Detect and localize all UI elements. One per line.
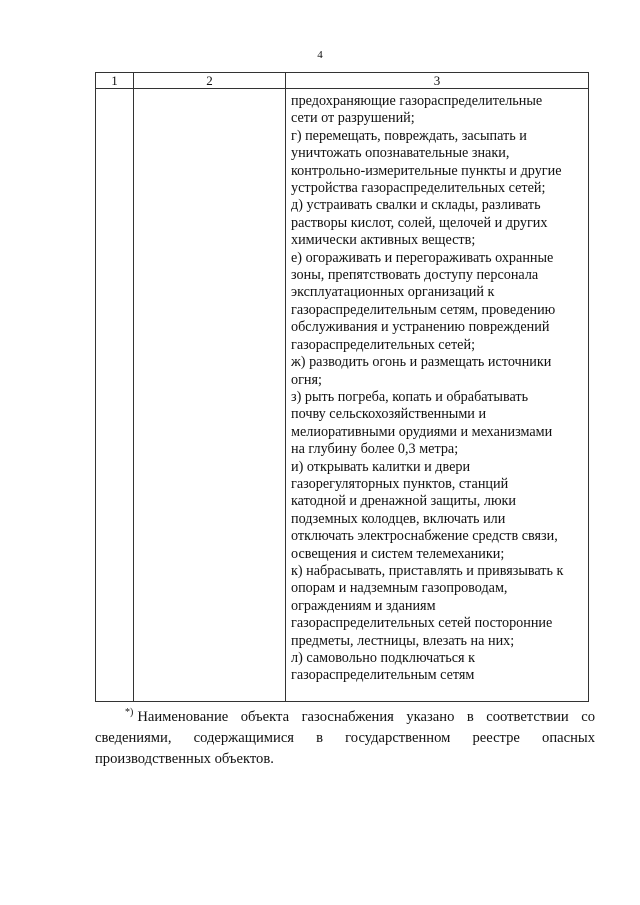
footnote-text: Наименование объекта газоснабжения указано в соответствии со xyxy=(137,709,595,725)
text-line: отключать электроснабжение средств связи, xyxy=(291,528,558,545)
text-line: е) огораживать и перегораживать охранные xyxy=(291,249,554,266)
text-line: устройства газораспределительных сетей; xyxy=(291,180,546,197)
text-line: зоны, препятствовать доступу персонала xyxy=(291,267,539,284)
footnote-marker: *) xyxy=(125,707,134,719)
text-line: г) перемещать, повреждать, засыпать и xyxy=(291,127,527,144)
text-line: подземных колодцев, включать или xyxy=(291,510,506,527)
text-line: газораспределительных сетей; xyxy=(291,336,476,353)
footnote-line: сведениями, содержащимися в государственном реестре опасных xyxy=(95,730,595,746)
text-line: мелиоративными орудиями и механизмами xyxy=(291,423,553,440)
text-line: уничтожать опознавательные знаки, xyxy=(291,145,510,162)
text-line: эксплуатационных организаций к xyxy=(291,284,495,301)
text-line: катодной и дренажной защиты, люки xyxy=(291,493,517,510)
prohibitions-text xyxy=(286,89,588,685)
text-line: огня; xyxy=(291,371,322,388)
column-header-3: 3 xyxy=(286,73,589,89)
column-header-1: 1 xyxy=(96,73,134,89)
text-line: обслуживания и устранению повреждений xyxy=(291,319,550,336)
table-cell-col2 xyxy=(134,89,286,702)
table-row xyxy=(96,89,589,702)
text-line: л) самовольно подключаться к xyxy=(291,650,476,666)
prohibitions-table xyxy=(95,72,589,702)
text-line: растворы кислот, солей, щелочей и других xyxy=(291,214,548,231)
text-line: к) набрасывать, приставлять и привязывать к xyxy=(291,562,564,579)
footnote-line xyxy=(95,707,595,728)
text-line: д) устраивать свалки и склады, разливать xyxy=(291,197,541,214)
text-line: на глубину более 0,3 метра; xyxy=(291,441,459,458)
text-line: газораспределительным сетям xyxy=(291,667,475,684)
text-line: газораспределительным сетям, проведению xyxy=(291,301,556,318)
text-line: и) открывать калитки и двери xyxy=(291,458,471,475)
text-line: предметы, лестницы, влезать на них; xyxy=(291,632,515,649)
footnote xyxy=(95,707,595,770)
text-line: ограждениям и зданиям xyxy=(291,597,436,614)
table-cell-col3 xyxy=(286,89,589,702)
text-line: освещения и систем телемеханики; xyxy=(291,545,505,562)
text-line: газорегуляторных пунктов, станций xyxy=(291,475,509,492)
text-line: газораспределительных сетей посторонние xyxy=(291,615,553,632)
table-header-row xyxy=(96,73,589,89)
text-line: химически активных веществ; xyxy=(291,232,476,249)
text-line: почву сельскохозяйственными и xyxy=(291,406,487,423)
page-number: 4 xyxy=(317,49,323,61)
column-header-2: 2 xyxy=(134,73,286,89)
text-line: предохраняющие газораспределительные xyxy=(291,93,543,109)
table-cell-col1 xyxy=(96,89,134,702)
text-line: ж) разводить огонь и размещать источники xyxy=(291,354,552,371)
text-line: сети от разрушений; xyxy=(291,110,415,127)
text-line: контрольно-измерительные пункты и другие xyxy=(291,162,562,179)
text-line: опорам и надземным газопроводам, xyxy=(291,580,508,597)
text-line: з) рыть погреба, копать и обрабатывать xyxy=(291,388,529,405)
footnote-line: производственных объектов. xyxy=(95,751,274,767)
